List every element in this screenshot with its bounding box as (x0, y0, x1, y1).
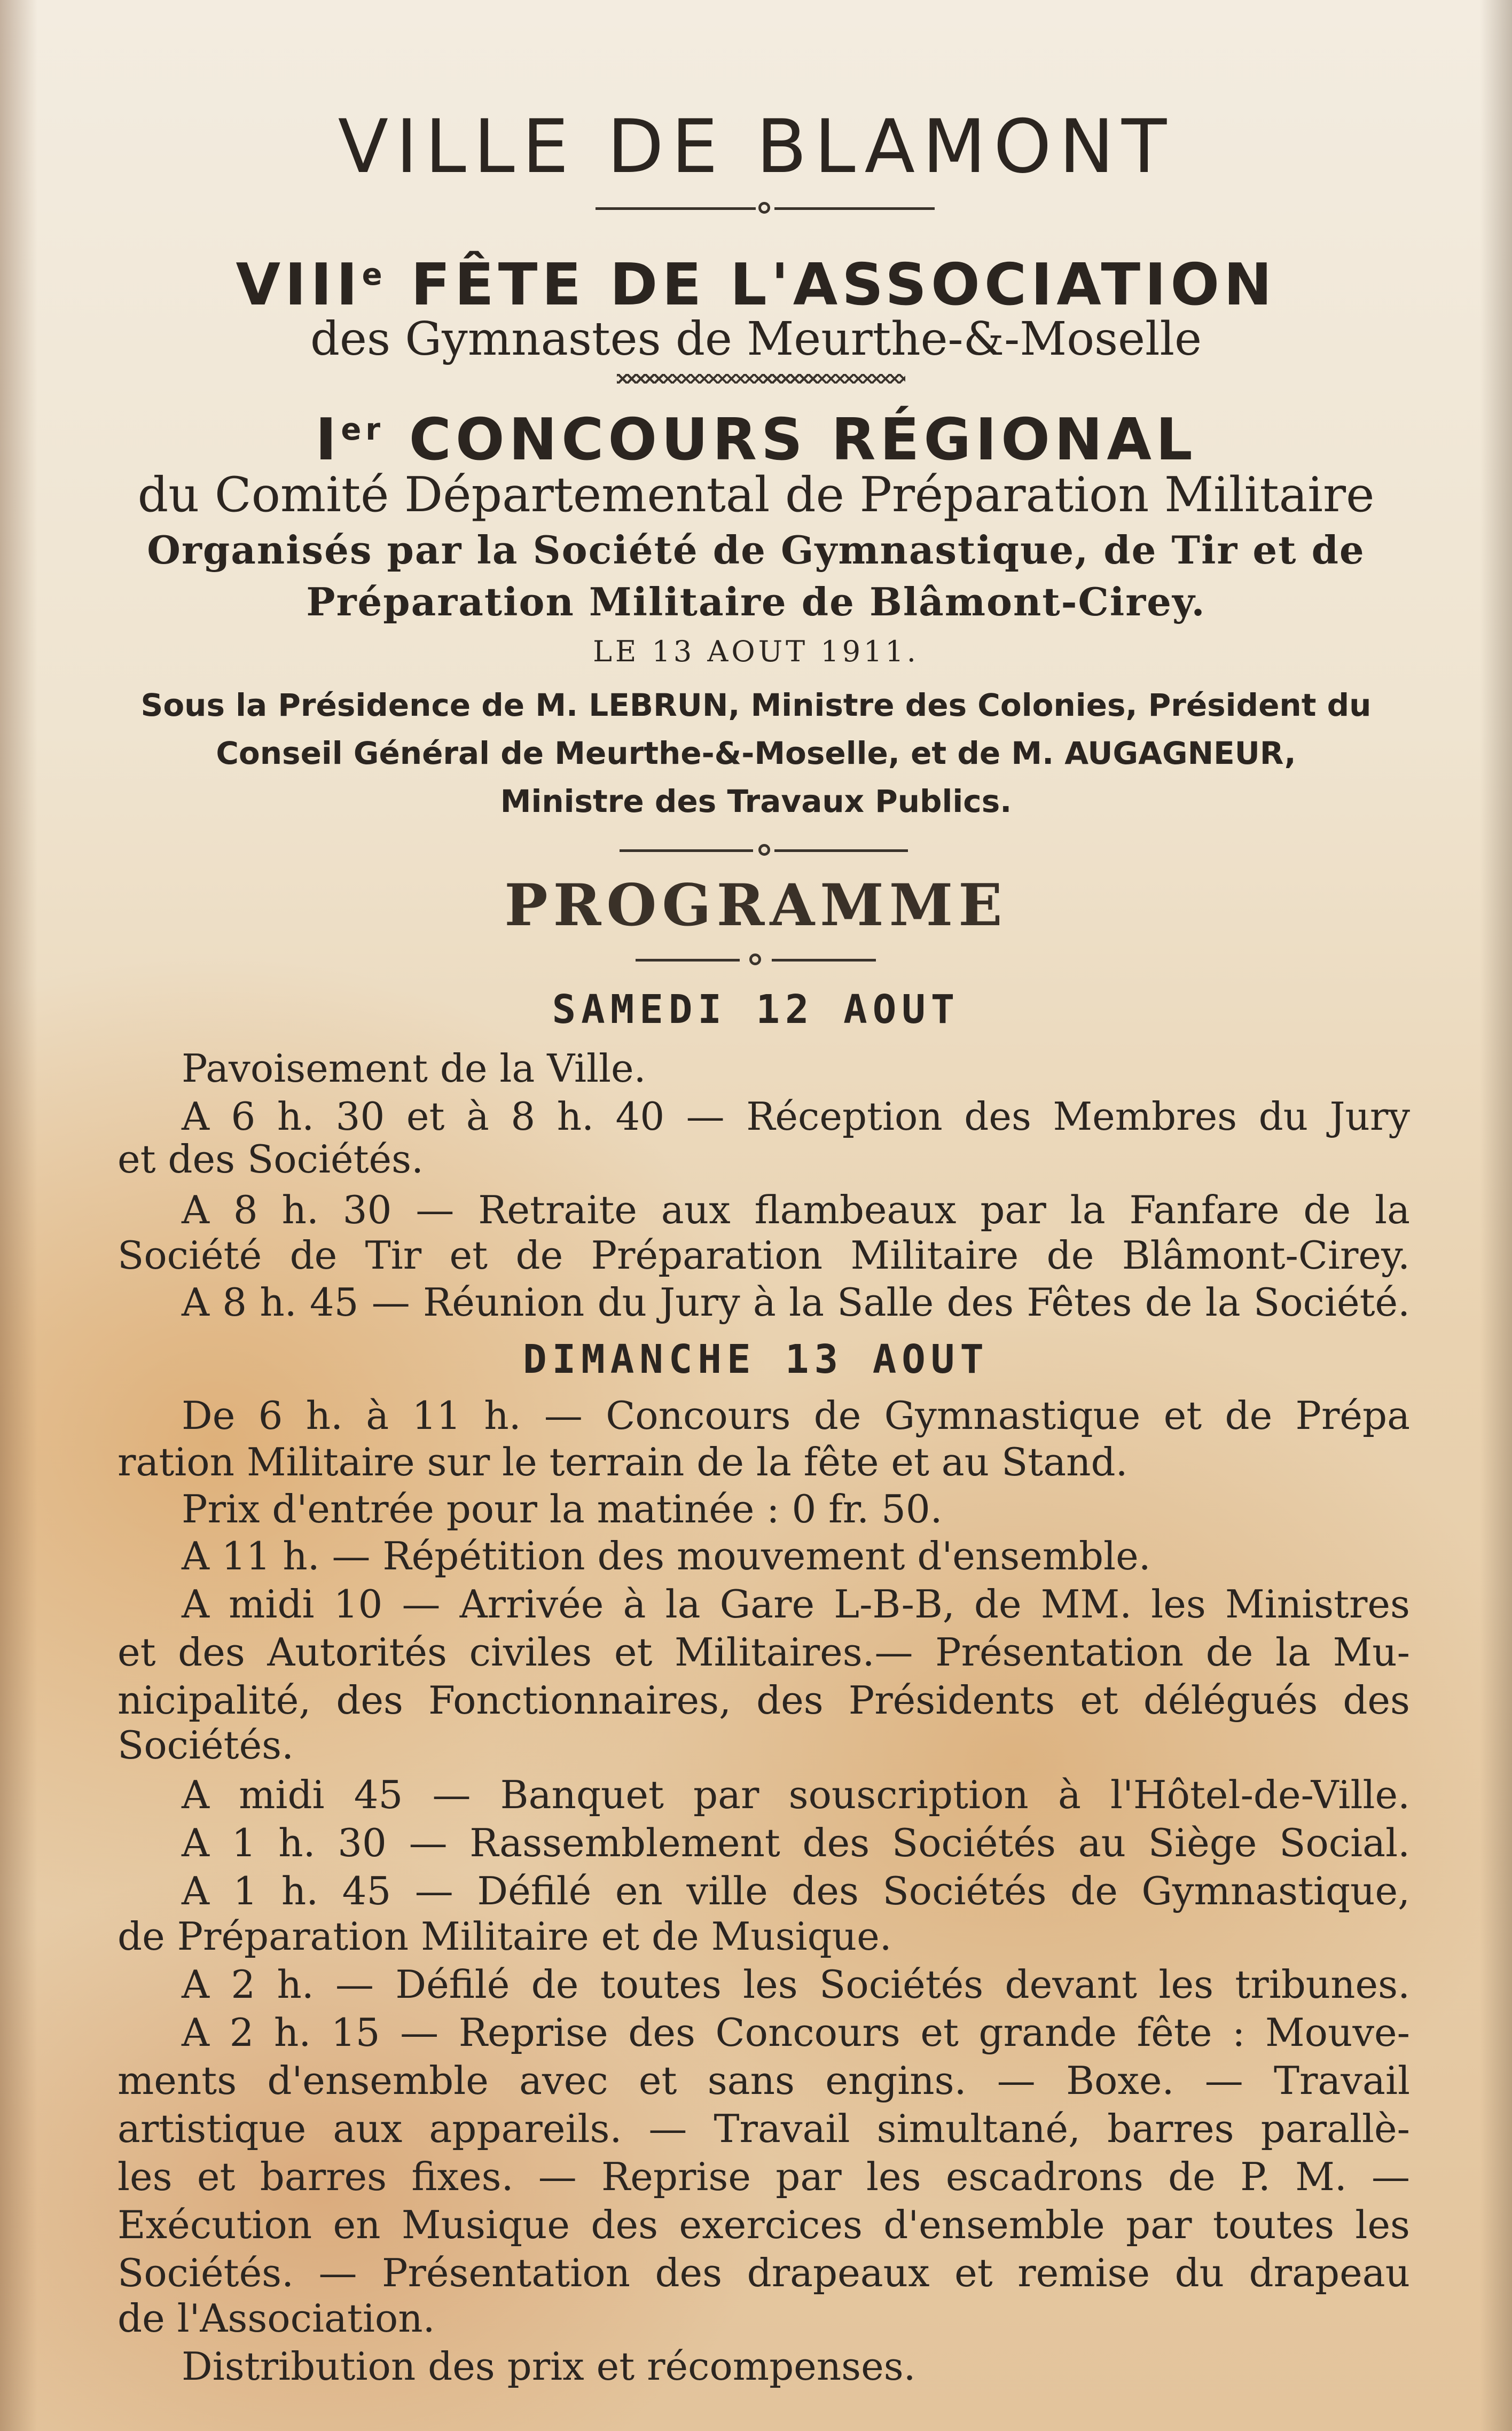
samedi-line-5: Société de Tir et de Préparation Militaire de Blâmont-Cirey. (117, 1233, 1410, 1278)
fete-heading (0, 240, 1512, 320)
dimanche-line-17: les et barres fixes. — Reprise par les escadrons de P. M. — (117, 2154, 1410, 2199)
dimanche-line-14: A 2 h. 15 — Reprise des Concours et grande fête : Mouve- (182, 2010, 1410, 2055)
concours-number-suffix: er (341, 412, 385, 447)
samedi-line-2: A 6 h. 30 et à 8 h. 40 — Réception des Membres du Jury (182, 1094, 1410, 1139)
dimanche-line-7: nicipalité, des Fonctionnaires, des Présidents et délégués des (117, 1678, 1410, 1723)
divider-ornament (758, 202, 770, 214)
divider-right-2 (774, 849, 908, 852)
dimanche-line-5: A midi 10 — Arrivée à la Gare L-B-B, de MM. les Ministres (182, 1582, 1410, 1627)
dimanche-line-15: ments d'ensemble avec et sans engins. — Boxe. — Travail (117, 2058, 1410, 2103)
samedi-line-4: A 8 h. 30 — Retraite aux flambeaux par la Fanfare de la (182, 1187, 1410, 1232)
comite-line: du Comité Départemental de Préparation Militaire (137, 467, 1375, 523)
dimanche-line-1: De 6 h. à 11 h. — Concours de Gymnastique et de Prépa (182, 1393, 1410, 1438)
divider-ornament-2 (758, 844, 770, 856)
dimanche-line-20: de l'Association. (117, 2296, 435, 2341)
concours-number: I (315, 407, 341, 473)
samedi-heading: SAMEDI 12 AOUT (552, 987, 960, 1033)
gymnastes-subtitle: des Gymnastes de Meurthe-&-Moselle (310, 312, 1202, 366)
samedi-line-1: Pavoisement de la Ville. (182, 1046, 646, 1091)
programme-divider-right (772, 959, 876, 962)
page-title: VILLE DE BLAMONT (338, 104, 1174, 190)
divider-left (596, 207, 756, 210)
preparation-line: Préparation Militaire de Blâmont-Cirey. (306, 579, 1206, 624)
presidence-line-1: Sous la Présidence de M. LEBRUN, Ministre des Colonies, Président du (140, 687, 1372, 723)
dimanche-line-21: Distribution des prix et récompenses. (182, 2344, 916, 2389)
programme-divider-left (636, 959, 740, 962)
organises-line: Organisés par la Société de Gymnastique, de Tir et de (147, 527, 1365, 573)
divider-left-2 (620, 849, 753, 852)
dimanche-line-12: de Préparation Militaire et de Musique. (117, 1914, 892, 1959)
dimanche-line-9: A midi 45 — Banquet par souscription à l'Hôtel-de-Ville. (182, 1772, 1410, 1817)
fete-title: FÊTE DE L'ASSOCIATION (386, 252, 1276, 318)
programme-title: PROGRAMME (504, 872, 1008, 939)
dimanche-line-2: ration Militaire sur le terrain de la fête et au Stand. (117, 1440, 1128, 1484)
dimanche-line-8: Sociétés. (117, 1723, 294, 1768)
concours-heading (0, 395, 1512, 475)
fete-number-suffix: e (362, 257, 387, 292)
dimanche-line-10: A 1 h. 30 — Rassemblement des Sociétés au Siège Social. (182, 1820, 1410, 1865)
dimanche-line-4: A 11 h. — Répétition des mouvement d'ensemble. (182, 1534, 1151, 1578)
dimanche-line-3: Prix d'entrée pour la matinée : 0 fr. 50. (182, 1487, 943, 1531)
date-line: LE 13 AOUT 1911. (593, 635, 919, 668)
samedi-line-6: A 8 h. 45 — Réunion du Jury à la Salle des Fêtes de la Société. (182, 1280, 1410, 1325)
divider-right (774, 207, 935, 210)
concours-title: CONCOURS RÉGIONAL (385, 407, 1197, 473)
fete-number: VIII (236, 252, 362, 318)
programme-divider-ornament (749, 953, 761, 965)
samedi-line-3: et des Sociétés. (117, 1137, 424, 1182)
dimanche-line-11: A 1 h. 45 — Défilé en ville des Sociétés de Gymnastique, (182, 1869, 1410, 1913)
dimanche-line-18: Exécution en Musique des exercices d'ensemble par toutes les (117, 2202, 1410, 2247)
presidence-line-3: Ministre des Travaux Publics. (500, 783, 1012, 819)
dimanche-line-19: Sociétés. — Présentation des drapeaux et remise du drapeau (117, 2250, 1410, 2295)
presidence-line-2: Conseil Général de Meurthe-&-Moselle, et de M. AUGAGNEUR, (216, 735, 1296, 771)
dimanche-line-13: A 2 h. — Défilé de toutes les Sociétés devant les tribunes. (182, 1962, 1410, 2007)
dimanche-heading: DIMANCHE 13 AOUT (523, 1336, 989, 1382)
dimanche-line-16: artistique aux appareils. — Travail simultané, barres parallè- (117, 2106, 1410, 2151)
wavy-divider (617, 374, 905, 384)
dimanche-line-6: et des Autorités civiles et Militaires.— Présentation de la Mu- (117, 1630, 1410, 1675)
